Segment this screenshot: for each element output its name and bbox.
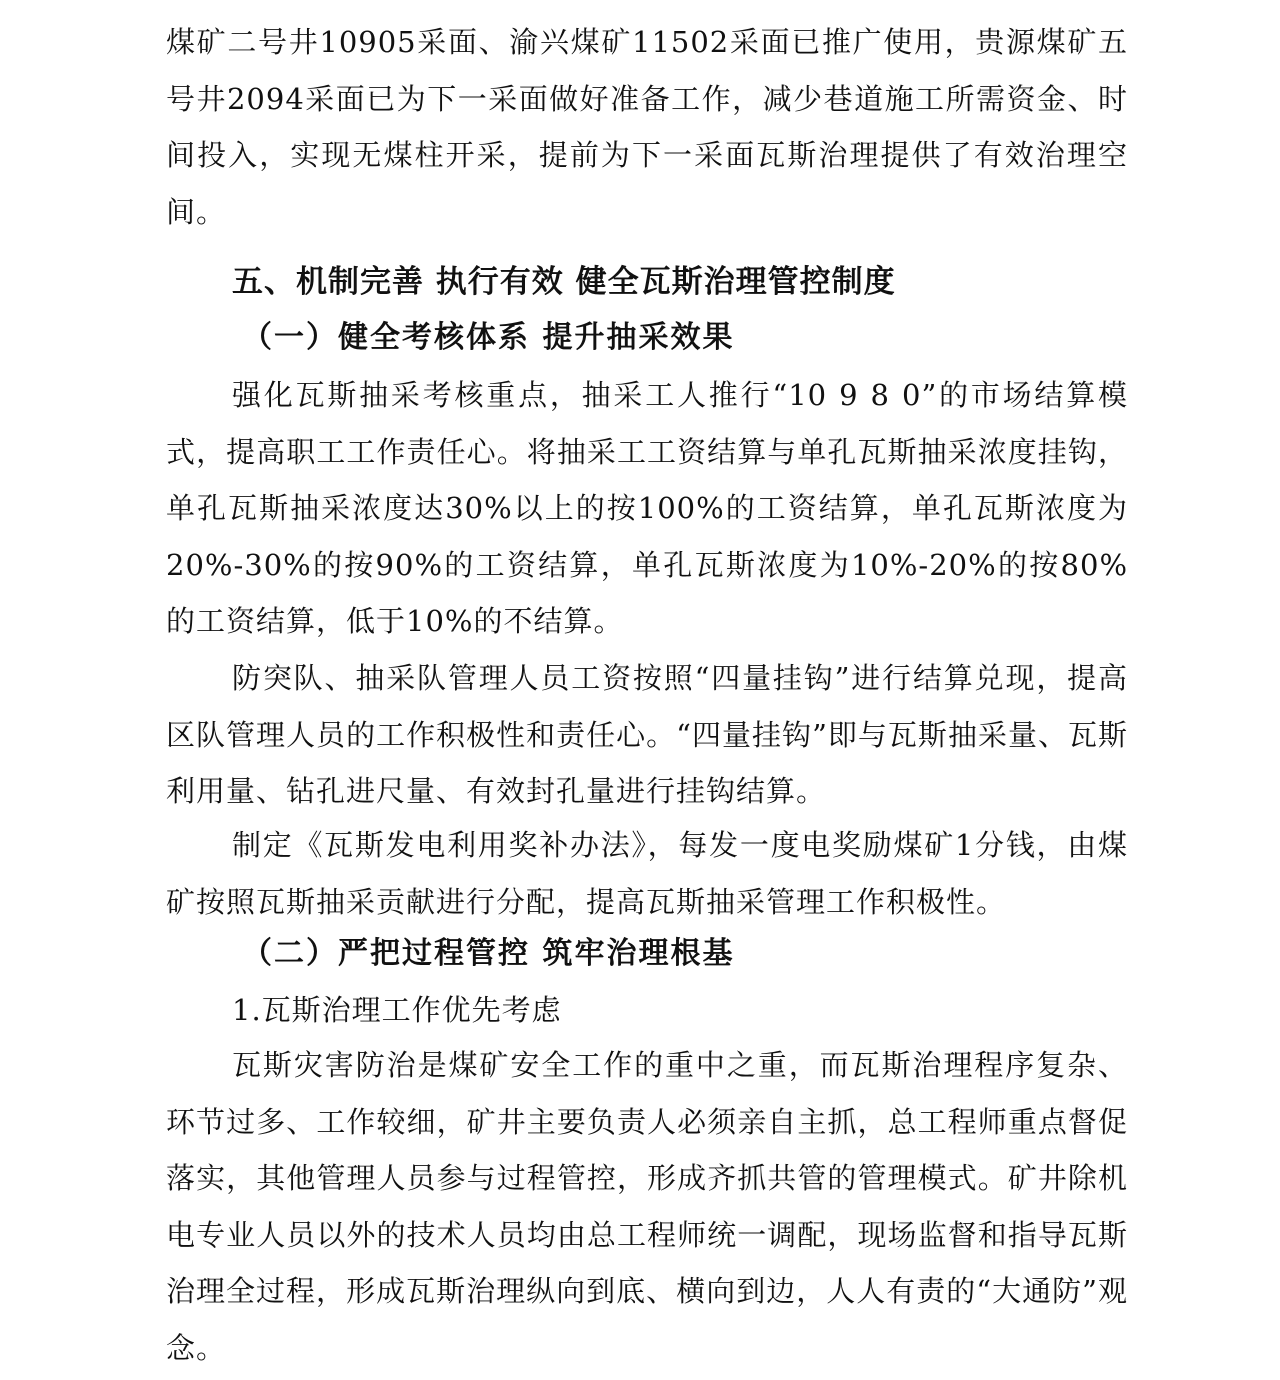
- list-item-1: 1.瓦斯治理工作优先考虑: [232, 993, 562, 1027]
- paragraph-management-pay: 防突队、抽采队管理人员工资按照“四量挂钩”进行结算兑现，提高区队管理人员的工作积极性和责任心。“四量挂钩”即与瓦斯抽采量、瓦斯利用量、钻孔进尺量、有效封孔量进行挂钩结算。: [166, 661, 1128, 809]
- subsection-heading-1: （一）健全考核体系 提升抽采效果: [242, 320, 735, 355]
- paragraph-continuation: 煤矿二号井10905采面、渝兴煤矿11502采面已推广使用，贵源煤矿五号井2094采面已为下一采面做好准备工作，减少巷道施工所需资金、时间投入，实现无煤柱开采，提前为下一采面瓦斯治理提供了有效治理空间。: [166, 25, 1128, 229]
- paragraph-priority: 瓦斯灾害防治是煤矿安全工作的重中之重，而瓦斯治理程序复杂、环节过多、工作较细，矿井主要负责人必须亲自主抓，总工程师重点督促落实，其他管理人员参与过程管控，形成齐抓共管的管理模式。矿井除机电专业人员以外的技术人员均由总工程师统一调配，现场监督和指导瓦斯治理全过程，形成瓦斯治理纵向到底、横向到边，人人有责的“大通防”观念。: [166, 1048, 1128, 1365]
- section-heading-5: 五、机制完善 执行有效 健全瓦斯治理管控制度: [232, 264, 896, 300]
- subsection-heading-2: （二）严把过程管控 筑牢治理根基: [242, 936, 735, 971]
- paragraph-assessment-system: 强化瓦斯抽采考核重点，抽采工人推行“10 9 8 0”的市场结算模式，提高职工工作责任心。将抽采工工资结算与单孔瓦斯抽采浓度挂钩，单孔瓦斯抽采浓度达30%以上的按100%的工资结算，单孔瓦斯浓度为20%-30%的按90%的工资结算，单孔瓦斯浓度为10%-20%的按80%的工资结算，低于10%的不结算。: [166, 378, 1128, 639]
- paragraph-power-reward: 制定《瓦斯发电利用奖补办法》，每发一度电奖励煤矿1分钱，由煤矿按照瓦斯抽采贡献进行分配，提高瓦斯抽采管理工作积极性。: [166, 828, 1128, 919]
